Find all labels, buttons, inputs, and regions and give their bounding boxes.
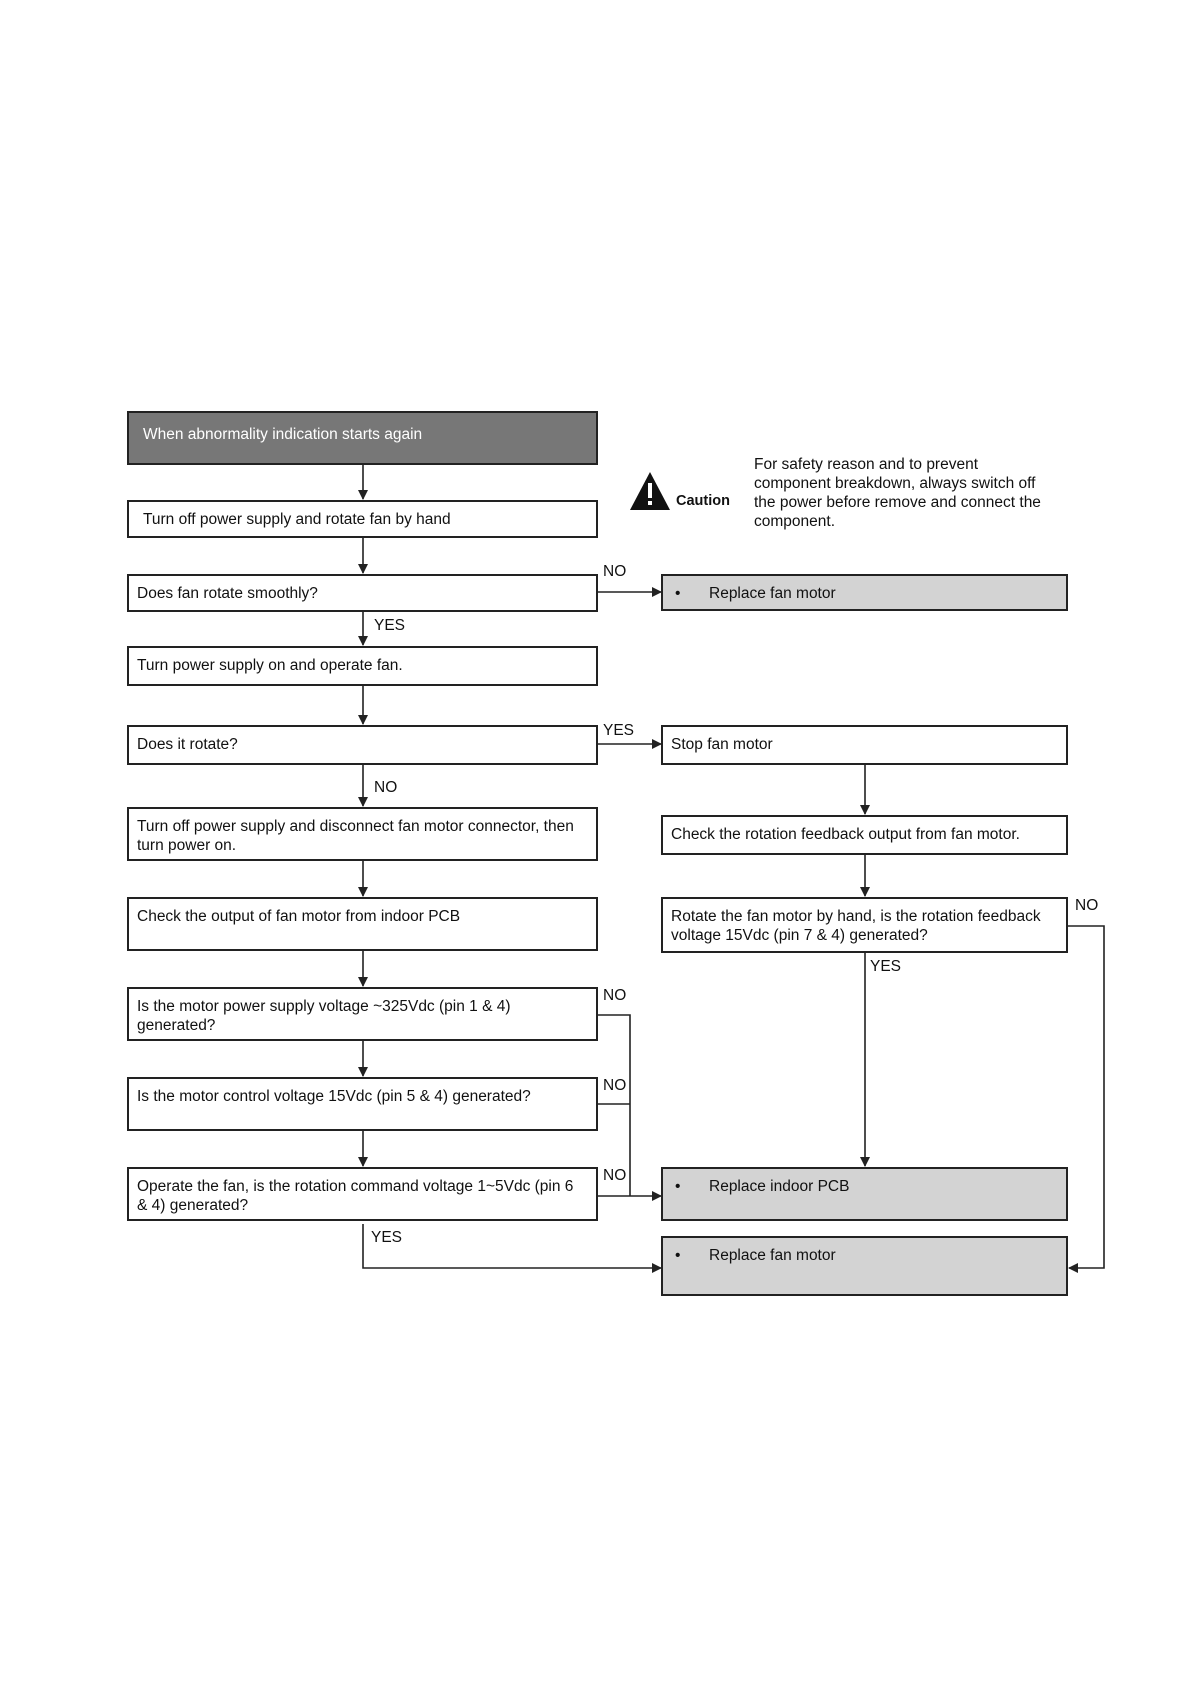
check-feedback-text: Check the rotation feedback output from fan motor. bbox=[671, 826, 1020, 843]
q-cmd-box bbox=[127, 1167, 598, 1221]
caution-label: Caution bbox=[676, 493, 730, 509]
replace-pcb-text: Replace indoor PCB bbox=[709, 1178, 850, 1195]
power-on-box bbox=[127, 646, 598, 686]
replace-pcb-box bbox=[661, 1167, 1068, 1221]
label-smooth-no: NO bbox=[603, 563, 627, 580]
label-rotate-yes: YES bbox=[603, 722, 635, 739]
label-q325-no: NO bbox=[603, 987, 627, 1004]
q-feedback-text: Rotate the fan motor by hand, is the rotation feedback voltage 15Vdc (pin 7 & 4) generated? bbox=[671, 908, 1041, 944]
label-qcmd-yes: YES bbox=[371, 1229, 403, 1246]
check-output-box bbox=[127, 897, 598, 951]
label-qcmd-no: NO bbox=[603, 1167, 627, 1184]
replace-motor-1-text: Replace fan motor bbox=[709, 585, 836, 602]
power-off-rotate-box bbox=[127, 500, 598, 538]
arrow-feedback-no bbox=[1068, 926, 1104, 1268]
disconnect-text: Turn off power supply and disconnect fan motor connector, then turn power on. bbox=[137, 818, 574, 854]
start-text: When abnormality indication starts again bbox=[143, 426, 423, 443]
bullet-1: • bbox=[675, 585, 681, 602]
label-feedback-no: NO bbox=[1075, 897, 1099, 914]
q-rotate-box bbox=[127, 725, 598, 765]
replace-motor-1-box bbox=[661, 574, 1068, 611]
q-15-box bbox=[127, 1077, 598, 1131]
warning-triangle-icon bbox=[628, 470, 672, 512]
q-smooth-box bbox=[127, 574, 598, 612]
q-smooth-text: Does fan rotate smoothly? bbox=[137, 585, 318, 602]
stop-motor-text: Stop fan motor bbox=[671, 736, 773, 753]
check-output-text: Check the output of fan motor from indoor PCB bbox=[137, 908, 461, 925]
power-off-rotate-text: Turn off power supply and rotate fan by hand bbox=[143, 511, 451, 528]
disconnect-box bbox=[127, 807, 598, 861]
bullet-3: • bbox=[675, 1247, 681, 1264]
arrow-qcmd-yes bbox=[363, 1224, 661, 1268]
bullet-2: • bbox=[675, 1178, 681, 1195]
check-feedback-box bbox=[661, 815, 1068, 855]
q-15-text: Is the motor control voltage 15Vdc (pin 5 & 4) generated? bbox=[137, 1088, 531, 1105]
power-on-text: Turn power supply on and operate fan. bbox=[137, 657, 403, 674]
label-smooth-yes: YES bbox=[374, 617, 406, 634]
q-325-box bbox=[127, 987, 598, 1041]
replace-motor-2-text: Replace fan motor bbox=[709, 1247, 836, 1264]
label-rotate-no: NO bbox=[374, 779, 398, 796]
q-feedback-box bbox=[661, 897, 1068, 953]
label-feedback-yes: YES bbox=[870, 958, 902, 975]
q-325-text: Is the motor power supply voltage ~325Vdc (pin 1 & 4) generated? bbox=[137, 998, 511, 1034]
q-rotate-text: Does it rotate? bbox=[137, 736, 238, 753]
label-q15-no: NO bbox=[603, 1077, 627, 1094]
caution-note: For safety reason and to prevent component breakdown, always switch off the power before remove and connect the component. bbox=[754, 456, 1041, 530]
replace-motor-2-box bbox=[661, 1236, 1068, 1296]
start-box bbox=[127, 411, 598, 465]
stop-motor-box bbox=[661, 725, 1068, 765]
q-cmd-text: Operate the fan, is the rotation command voltage 1~5Vdc (pin 6 & 4) generated? bbox=[137, 1178, 574, 1214]
